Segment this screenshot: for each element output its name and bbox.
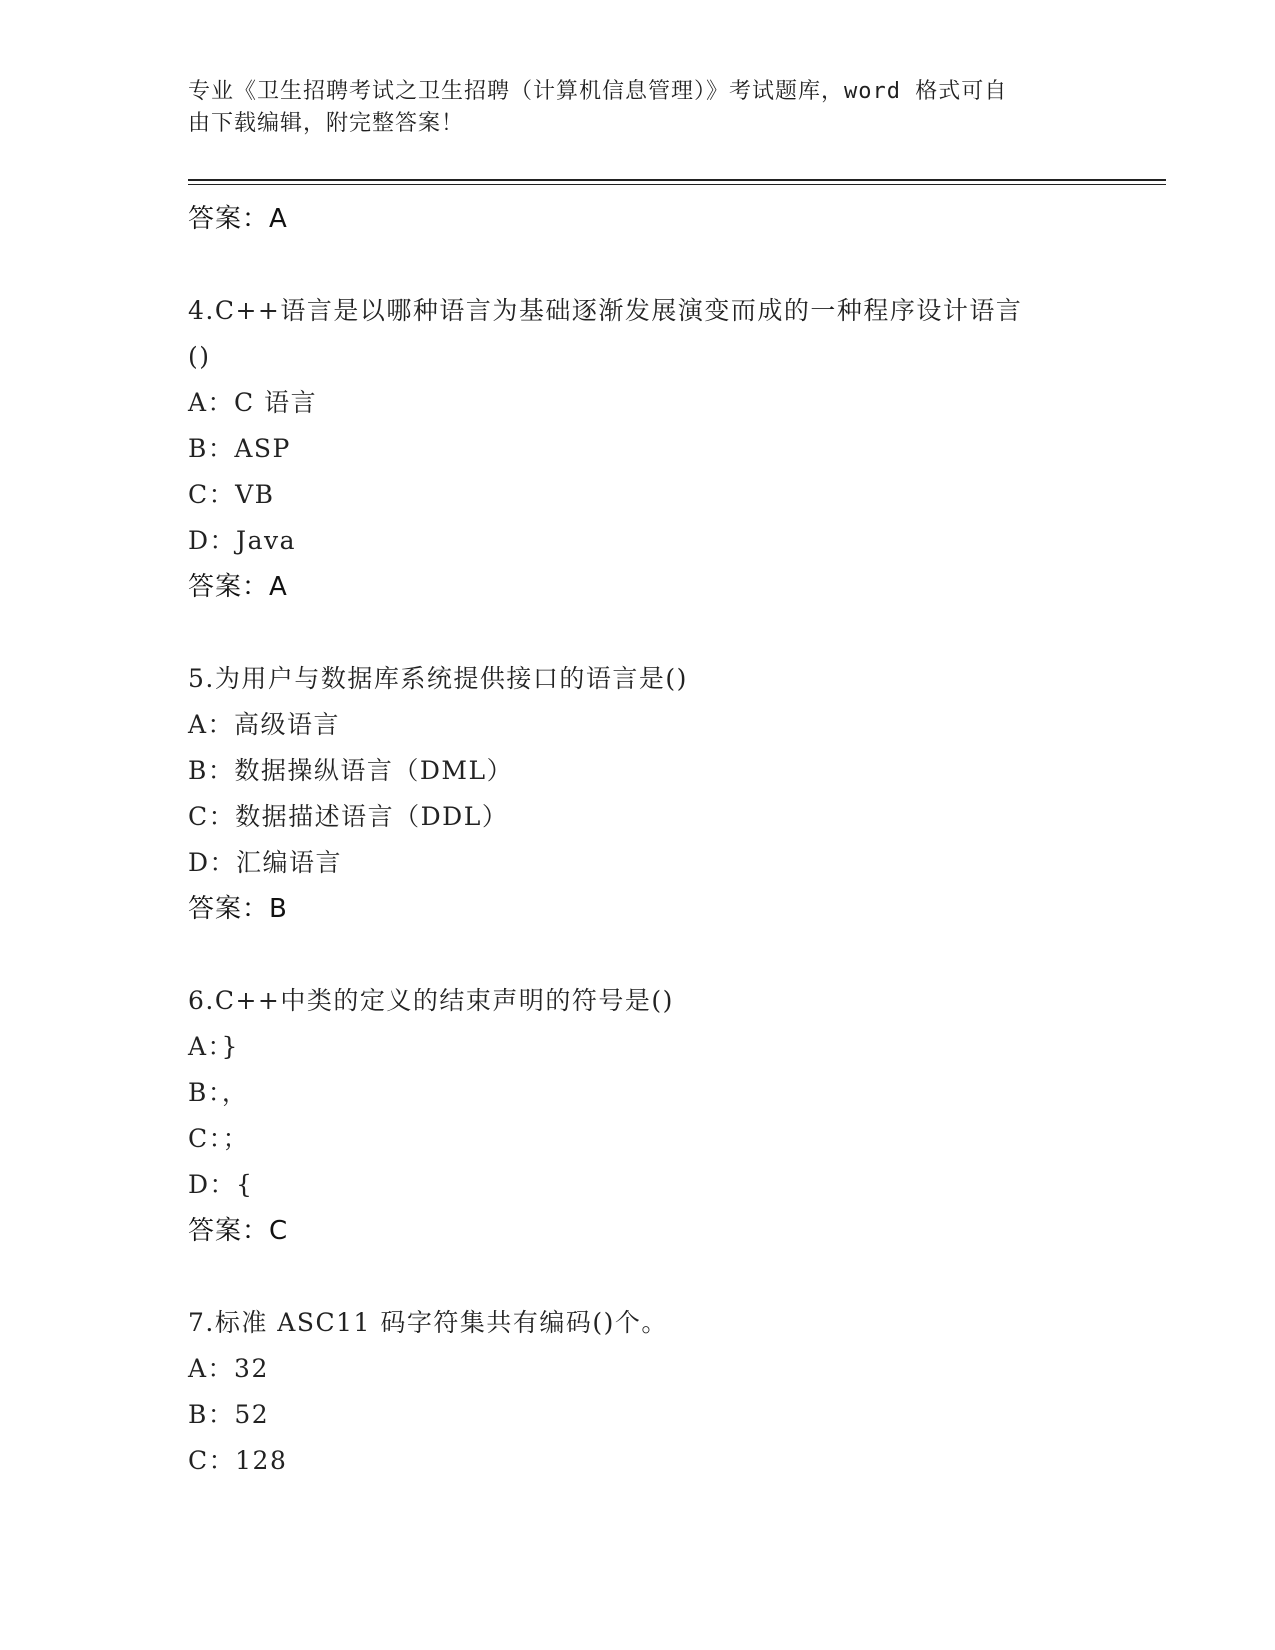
option-c: C：数据描述语言（DDL） — [188, 802, 509, 831]
question-list — [188, 196, 1148, 1484]
option-d: D：汇编语言 — [188, 848, 343, 877]
document-header — [188, 76, 1068, 140]
header-divider — [188, 179, 1166, 181]
question-block — [188, 978, 1148, 1254]
answer-line: 答案：A — [188, 572, 288, 602]
option-b: B：， — [188, 1078, 249, 1107]
header-line-1: 专业《卫生招聘考试之卫生招聘（计算机信息管理）》考试题库，word 格式可自 — [188, 79, 1008, 104]
header-line-2: 由下载编辑，附完整答案！ — [188, 111, 465, 136]
question-stem: 6.C++中类的定义的结束声明的符号是() — [188, 986, 674, 1015]
option-b: B：数据操纵语言（DML） — [188, 756, 514, 785]
question-stem-continued: () — [188, 342, 211, 371]
option-b: B：ASP — [188, 434, 291, 463]
option-d: D：Java — [188, 526, 296, 555]
option-c: C：128 — [188, 1446, 288, 1475]
question-stem: 4.C++语言是以哪种语言为基础逐渐发展演变而成的一种程序设计语言 — [188, 296, 1023, 325]
option-b: B：52 — [188, 1400, 270, 1429]
option-a: A：高级语言 — [188, 710, 341, 739]
question-block — [188, 288, 1148, 610]
option-a: A：32 — [188, 1354, 269, 1383]
header-divider-thin — [188, 184, 1166, 185]
option-a: A：} — [188, 1032, 239, 1061]
option-c: C：； — [188, 1124, 250, 1153]
answer-line: 答案：C — [188, 1216, 289, 1246]
question-stem: 5.为用户与数据库系统提供接口的语言是() — [188, 664, 688, 693]
option-c: C：VB — [188, 480, 275, 509]
question-block — [188, 1300, 1148, 1484]
option-a: A：C 语言 — [188, 388, 318, 417]
option-d: D：{ — [188, 1170, 254, 1199]
answer-line: 答案：B — [188, 894, 288, 924]
question-stem: 7.标准 ASC11 码字符集共有编码()个。 — [188, 1308, 668, 1337]
question-block — [188, 656, 1148, 932]
answer-line: 答案：A — [188, 204, 288, 234]
